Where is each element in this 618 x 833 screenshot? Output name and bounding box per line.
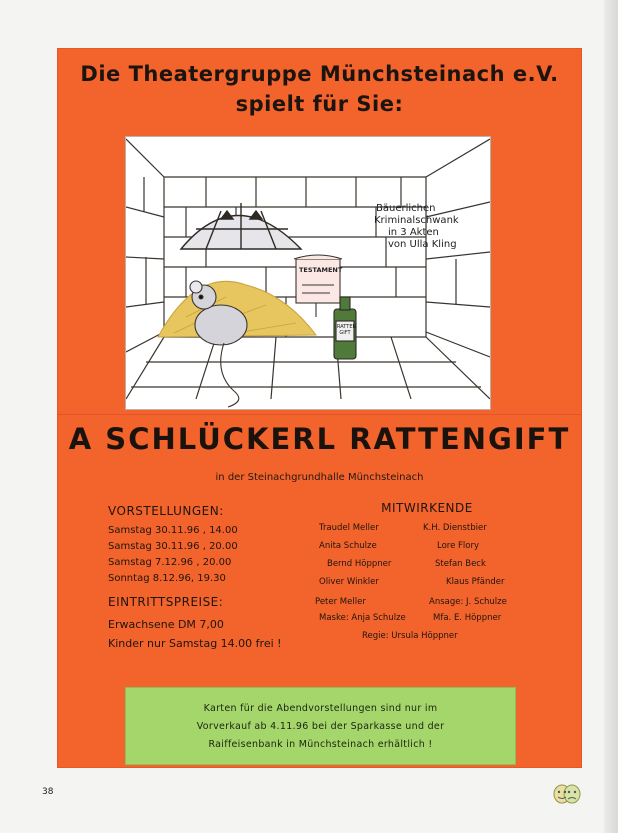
theater-poster bbox=[57, 48, 582, 768]
cast-member: Mfa. E. Höppner bbox=[433, 613, 502, 623]
right-perspective-bottom bbox=[426, 337, 490, 399]
cast-member: Klaus Pfänder bbox=[446, 577, 505, 587]
cast-member: K.H. Dienstbier bbox=[423, 523, 487, 533]
price-adults: Erwachsene DM 7,00 bbox=[108, 618, 224, 631]
right-perspective-top bbox=[426, 139, 490, 177]
notice-line1: Karten für die Abendvorstellungen sind nur im bbox=[203, 703, 438, 714]
performances-section bbox=[108, 504, 282, 653]
venue-line: in der Steinachgrundhalle Münchsteinach bbox=[215, 472, 424, 483]
cast-member: Anita Schulze bbox=[319, 541, 377, 551]
poster-fold-line bbox=[57, 414, 582, 415]
page-number: 38 bbox=[42, 787, 54, 797]
performance-date: Samstag 30.11.96 , 20.00 bbox=[108, 541, 238, 552]
poster-heading-line1: Die Theatergruppe Münchsteinach e.V. bbox=[80, 62, 559, 86]
cast-section bbox=[307, 501, 547, 515]
cast-member: Lore Flory bbox=[437, 541, 480, 551]
performance-date: Samstag 7.12.96 , 20.00 bbox=[108, 557, 232, 568]
ticket-notice bbox=[125, 687, 516, 765]
performance-date: Sonntag 8.12.96, 19.30 bbox=[108, 573, 226, 584]
performances-heading: VORSTELLUNGEN: bbox=[108, 504, 224, 518]
price-children: Kinder nur Samstag 14.00 frei ! bbox=[108, 637, 282, 650]
performance-date: Samstag 30.11.96 , 14.00 bbox=[108, 525, 238, 536]
genre-line2: Kriminalschwank bbox=[374, 215, 459, 226]
prices-heading: EINTRITTSPREISE: bbox=[108, 595, 224, 609]
notice-line3: Raiffeisenbank in Münchsteinach erhältlich ! bbox=[208, 739, 433, 750]
play-title: A SCHLÜCKERL RATTENGIFT bbox=[68, 422, 571, 456]
cast-member: Stefan Beck bbox=[435, 559, 486, 569]
director-credit: Regie: Ursula Höppner bbox=[362, 631, 458, 641]
cast-member: Ansage: J. Schulze bbox=[429, 597, 507, 607]
cast-member: Peter Meller bbox=[315, 597, 366, 607]
cast-member: Bernd Höppner bbox=[327, 559, 392, 569]
poster-heading-line2: spielt für Sie: bbox=[235, 92, 404, 116]
bottle-label: RATTEN GIFT bbox=[337, 324, 357, 336]
genre-line3: in 3 Akten bbox=[388, 227, 439, 238]
cartoon-illustration bbox=[125, 136, 491, 410]
cast-heading: MITWIRKENDE bbox=[381, 501, 473, 515]
notice-line2: Vorverkauf ab 4.11.96 bei der Sparkasse und der bbox=[196, 721, 445, 732]
cast-member: Maske: Anja Schulze bbox=[319, 613, 406, 623]
barred-window bbox=[181, 203, 301, 249]
theater-masks-icon bbox=[552, 783, 582, 805]
left-perspective-bottom bbox=[126, 337, 164, 399]
will-label: TESTAMENT bbox=[299, 266, 343, 274]
left-perspective-top bbox=[126, 139, 164, 177]
author-line: von Ulla Kling bbox=[388, 239, 457, 250]
page-edge bbox=[604, 0, 618, 833]
cast-member: Oliver Winkler bbox=[319, 577, 379, 587]
genre-line1: Bäuerlichen bbox=[376, 203, 436, 214]
cast-member: Traudel Meller bbox=[319, 523, 379, 533]
